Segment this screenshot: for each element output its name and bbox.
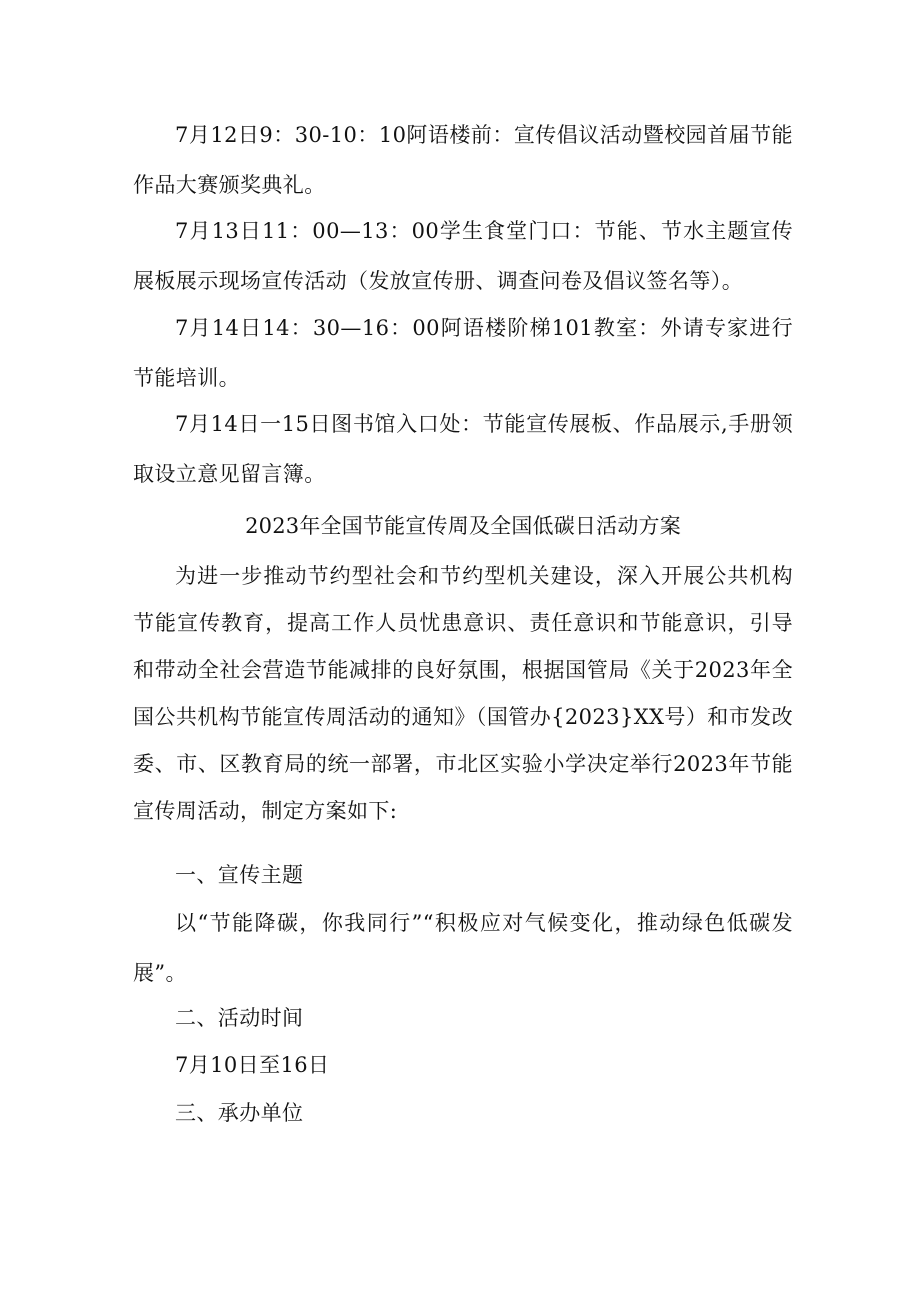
- document-title: 2023年全国节能宣传周及全国低碳日活动方案: [245, 514, 681, 538]
- schedule-item-july-13: 7月13日11：00—13：00学生食堂门口：节能、节水主题宣传展板展示现场宣传活动（发放宣传册、调查问卷及倡议签名等）。: [133, 219, 793, 293]
- theme-paragraph: 以“节能降碳，你我同行”“积极应对气候变化，推动绿色低碳发展”。: [133, 911, 793, 985]
- section-heading-organizer: 三、承办单位: [175, 1101, 304, 1125]
- schedule-item-july-12: 7月12日9：30-10：10阿语楼前：宣传倡议活动暨校园首届节能作品大赛颁奖典礼。: [133, 123, 793, 197]
- section-heading-time: 二、活动时间: [175, 1006, 304, 1030]
- section-heading-theme: 一、宣传主题: [175, 863, 304, 887]
- schedule-item-july-14-training: 7月14日14：30—16：00阿语楼阶梯101教室：外请专家进行节能培训。: [133, 316, 793, 390]
- activity-time-paragraph: 7月10日至16日: [175, 1053, 330, 1077]
- schedule-item-july-14-15-library: 7月14日一15日图书馆入口处：节能宣传展板、作品展示,手册领取设立意见留言簿。: [133, 412, 793, 486]
- intro-paragraph: 为进一步推动节约型社会和节约型机关建设，深入开展公共机构节能宣传教育，提高工作人员忧患意识、责任意识和节能意识，引导和带动全社会营造节能减排的良好氛围，根据国管局《关于2023年全国公共机构节能宣传周活动的通知》（国管办{2023}XX号）和市发改委、市、区教育局的统一部署，市北区实验小学决定举行2023年节能宣传周活动，制定方案如下:: [133, 564, 793, 823]
